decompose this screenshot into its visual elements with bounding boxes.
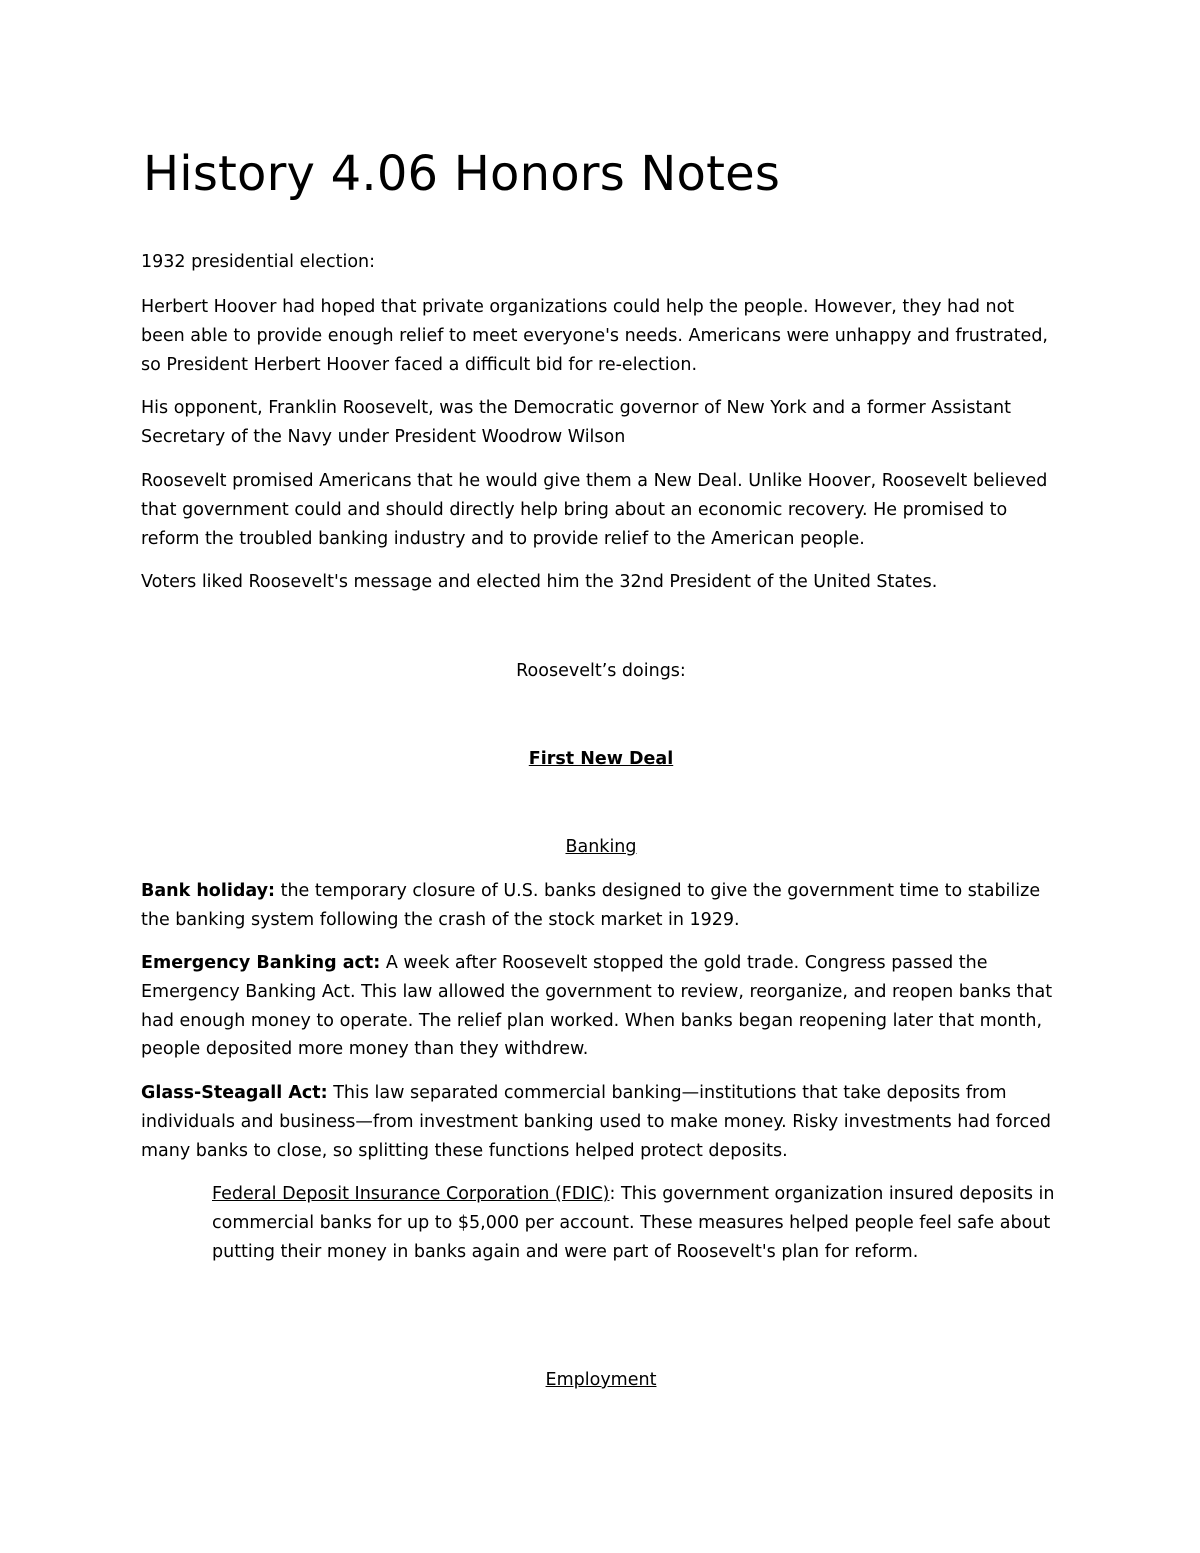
bank-holiday-term: Bank holiday: [141,881,276,901]
employment-heading-text: Employment [545,1370,657,1390]
glass-steagall-act-definition: This law separated commercial banking—institutions that take deposits from individuals and business—from investment banking used to make money. Risky investments had forced many banks to close, so splitting these functions helped protect deposits. [141,1083,1051,1161]
emergency-banking-act-entry [141,949,1061,1064]
banking-heading [141,833,1061,862]
paragraph-voters: Voters liked Roosevelt's message and elected him the 32nd President of the United States. [141,572,938,592]
banking-heading-text: Banking [565,837,637,857]
fdic-definition: This government organization insured deposits in commercial banks for up to $5,000 per account. These measures helped people feel safe about putting their money in banks again and were part of Roosevelt's plan for reform. [212,1184,1055,1262]
emergency-banking-act-definition: A week after Roosevelt stopped the gold trade. Congress passed the Emergency Banking Act. This law allowed the government to review, reorganize, and reopen banks that had enough money to operate. The relief plan worked. When banks began reopening later that month, people deposited more money than they withdrew. [141,953,1053,1060]
first-new-deal-heading-text: First New Deal [528,749,674,769]
paragraph-opponent: His opponent, Franklin Roosevelt, was the Democratic governor of New York and a former Assistant Secretary of the Navy under President Woodrow Wilson [141,398,1012,447]
bank-holiday-definition: the temporary closure of U.S. banks designed to give the government time to stabilize the banking system following the crash of the stock market in 1929. [141,881,1041,930]
fdic-entry [212,1180,1057,1266]
bank-holiday-entry [141,877,1061,935]
paragraph-hoover: Herbert Hoover had hoped that private organizations could help the people. However, they had not been able to provide enough relief to meet everyone's needs. Americans were unhappy and frustrated, so President Herbert Hoover faced a difficult bid for re-election. [141,297,1048,375]
fdic-term: Federal Deposit Insurance Corporation (FDIC) [212,1184,610,1204]
employment-heading [141,1366,1061,1395]
document-title: History 4.06 Honors Notes [143,146,781,202]
fdic-colon: : [609,1184,616,1204]
glass-steagall-act-entry [141,1079,1061,1165]
emergency-banking-act-term: Emergency Banking act: [141,953,381,973]
first-new-deal-heading [141,745,1061,774]
paragraph-new-deal-promise: Roosevelt promised Americans that he would give them a New Deal. Unlike Hoover, Roosevelt believed that government could and should directly help bring about an economic recovery. He promised to reform the troubled banking industry and to provide relief to the American people. [141,471,1048,549]
glass-steagall-act-term: Glass-Steagall Act: [141,1083,328,1103]
roosevelt-doings-heading: Roosevelt’s doings: [516,661,686,681]
election-heading: 1932 presidential election: [141,252,376,272]
